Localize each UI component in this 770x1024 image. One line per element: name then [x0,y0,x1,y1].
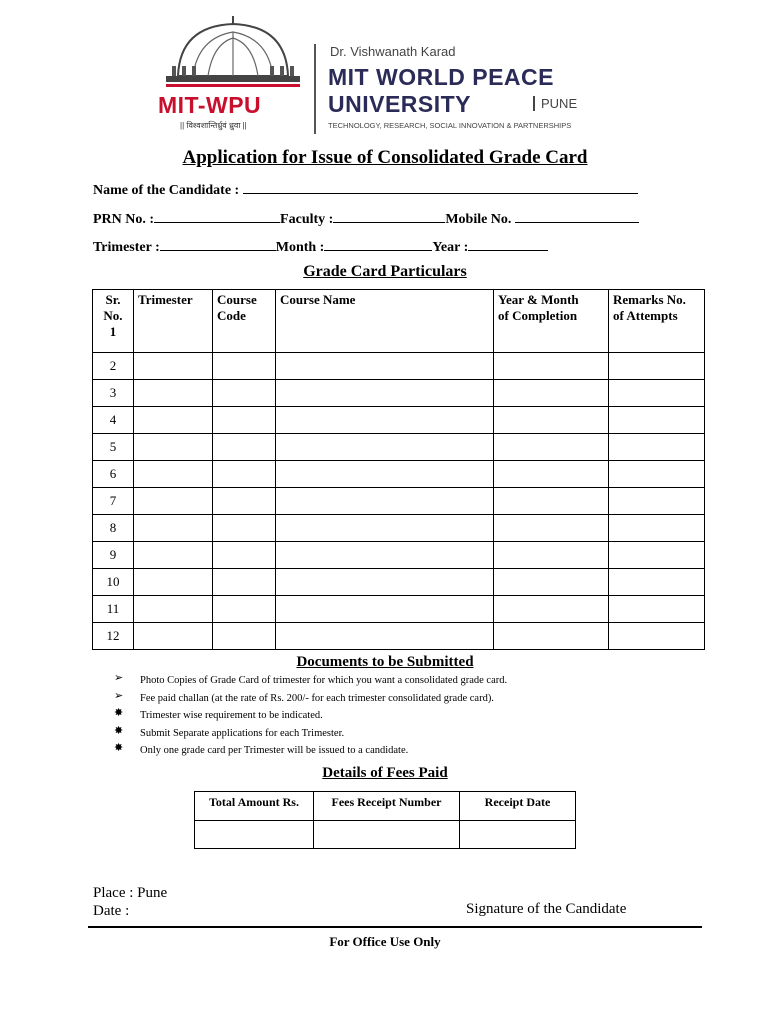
brand-name-line2: UNIVERSITY [328,91,472,117]
row-number: 4 [93,407,134,434]
table-row [93,542,705,569]
document-requirement-text: Only one grade card per Trimester will be issued to a candidate. [140,745,409,756]
fees-table [194,791,576,849]
col-year-month-line1: Year & Month [498,292,579,307]
fees-heading: Details of Fees Paid [322,765,448,781]
row-number: 10 [93,569,134,596]
table-row [93,353,705,380]
grade-entry-cell[interactable] [213,623,276,650]
grade-entry-cell[interactable] [134,623,213,650]
dome-emblem-icon [158,14,308,94]
grade-entry-cell[interactable] [213,542,276,569]
fees-col-amount: Total Amount Rs. [195,792,314,821]
month-label: Month : [275,240,325,255]
col-year-month [494,290,609,353]
month-input-line[interactable] [324,238,432,251]
table-row [93,407,705,434]
document-requirement-text: Trimester wise requirement to be indicated. [140,710,323,721]
grade-entry-cell[interactable] [609,596,705,623]
grade-entry-cell[interactable] [609,569,705,596]
office-divider [88,926,702,928]
row-number: 7 [93,488,134,515]
grade-entry-cell[interactable] [213,380,276,407]
col-year-month-line2: of Completion [498,308,578,323]
grade-entry-cell[interactable] [134,488,213,515]
faculty-label: Faculty : [280,212,334,227]
row-number: 6 [93,461,134,488]
grade-entry-cell[interactable] [213,515,276,542]
grade-entry-cell[interactable] [276,515,494,542]
grade-entry-cell[interactable] [213,569,276,596]
place-date-block [93,884,167,920]
grade-entry-cell[interactable] [494,488,609,515]
grade-entry-cell[interactable] [134,407,213,434]
faculty-input-line[interactable] [333,210,445,223]
col-course-name [276,290,494,353]
grade-entry-cell[interactable] [609,407,705,434]
grade-entry-cell[interactable] [213,461,276,488]
document-requirement-text: Fee paid challan (at the rate of Rs. 200/- for each trimester consolidated grade card). [140,692,494,704]
university-logo [150,14,620,136]
documents-heading: Documents to be Submitted [296,654,474,670]
prn-input-line[interactable] [154,210,280,223]
col-trimester [134,290,213,353]
row-number: 9 [93,542,134,569]
grade-entry-cell[interactable] [213,353,276,380]
row-number-1: 1 [109,324,117,339]
grade-entry-cell[interactable] [134,353,213,380]
star-bullet-icon: ✸ [114,706,124,719]
trimester-field-row [93,238,548,256]
brand-tagline: TECHNOLOGY, RESEARCH, SOCIAL INNOVATION & PARTNERSHIPS [328,121,572,130]
grade-entry-cell[interactable] [609,461,705,488]
grade-entry-cell[interactable] [276,434,494,461]
date-label: Date : [93,903,130,919]
grade-entry-cell[interactable] [494,461,609,488]
form-title: Application for Issue of Consolidated Grade Card [182,147,588,168]
col-remarks-line1: Remarks No. [613,292,686,307]
col-remarks-line2: of Attempts [613,308,678,323]
logo-motto: || विश्वशान्तिर्ध्रुवं ध्रुवा || [180,121,247,130]
table-row [93,623,705,650]
grade-entry-cell[interactable] [213,407,276,434]
mobile-input-line[interactable] [515,210,639,223]
grade-entry-cell[interactable] [134,461,213,488]
grade-entry-cell[interactable] [276,407,494,434]
name-field-row [93,181,638,199]
grade-entry-cell[interactable] [494,623,609,650]
grade-entry-cell[interactable] [276,353,494,380]
fees-receipt-number-cell[interactable] [314,821,460,849]
grade-entry-cell[interactable] [609,434,705,461]
grade-entry-cell[interactable] [494,380,609,407]
col-sr-line2: No. [103,308,123,323]
grade-entry-cell[interactable] [276,461,494,488]
col-remarks [609,290,705,353]
grade-entry-cell[interactable] [494,353,609,380]
grade-entry-cell[interactable] [276,623,494,650]
grade-entry-cell[interactable] [609,380,705,407]
grade-entry-cell[interactable] [494,569,609,596]
col-course-code-line2: Code [217,308,246,323]
grade-entry-cell[interactable] [276,569,494,596]
col-course-name-label: Course Name [280,292,356,307]
logo-wordmark: MIT-WPU [158,92,262,118]
grade-entry-cell[interactable] [609,353,705,380]
grade-entry-cell[interactable] [609,488,705,515]
mobile-label: Mobile No. [445,212,512,227]
grade-entry-cell[interactable] [134,380,213,407]
document-requirement-text: Photo Copies of Grade Card of trimester for which you want a consolidated grade card. [140,675,508,686]
fees-receipt-date-cell[interactable] [460,821,576,849]
table-row [93,434,705,461]
grade-entry-cell[interactable] [134,434,213,461]
year-label: Year : [432,240,469,255]
grade-entry-cell[interactable] [213,596,276,623]
grade-entry-cell[interactable] [213,488,276,515]
grade-entry-cell[interactable] [134,515,213,542]
table-row [93,569,705,596]
prn-field-row [93,210,639,228]
fees-col-receipt-number: Fees Receipt Number [314,792,460,821]
arrow-bullet-icon: ➢ [114,688,124,702]
place-label: Place : Pune [93,885,168,901]
grade-entry-cell[interactable] [276,542,494,569]
fees-col-receipt-date: Receipt Date [460,792,576,821]
row-number: 3 [93,380,134,407]
prn-label: PRN No. : [93,212,155,227]
brand-city: PUNE [533,96,577,111]
name-input-line[interactable] [243,181,638,194]
col-course-code-line1: Course [217,292,257,307]
grade-entry-cell[interactable] [494,407,609,434]
arrow-bullet-icon: ➢ [114,671,124,684]
year-input-line[interactable] [468,238,548,251]
brand-name-line1: MIT WORLD PEACE [328,64,554,90]
grade-entry-cell[interactable] [276,380,494,407]
table-row [93,380,705,407]
grade-entry-cell[interactable] [213,434,276,461]
table-row [93,461,705,488]
signature-label: Signature of the Candidate [466,901,627,917]
grade-entry-cell[interactable] [609,623,705,650]
grade-entry-cell[interactable] [276,596,494,623]
row-number: 8 [93,515,134,542]
grade-entry-cell[interactable] [134,596,213,623]
trimester-input-line[interactable] [160,238,276,251]
col-sr-no [93,290,134,353]
grade-entry-cell[interactable] [134,569,213,596]
row-number: 2 [93,353,134,380]
grade-entry-cell[interactable] [494,542,609,569]
grade-entry-cell[interactable] [494,515,609,542]
grade-entry-cell[interactable] [494,434,609,461]
logo-divider [314,44,316,134]
grade-entry-cell[interactable] [609,515,705,542]
name-label: Name of the Candidate : [93,183,240,198]
col-trimester-label: Trimester [138,292,193,307]
row-number: 11 [93,596,134,623]
grade-card-heading: Grade Card Particulars [303,263,467,280]
table-row [93,515,705,542]
grade-entry-cell[interactable] [134,542,213,569]
grade-entry-cell[interactable] [494,596,609,623]
table-row [93,596,705,623]
col-course-code [213,290,276,353]
grade-entry-cell[interactable] [276,488,494,515]
document-requirement-text: Submit Separate applications for each Trimester. [140,727,345,739]
table-row [93,488,705,515]
brand-founder: Dr. Vishwanath Karad [330,44,456,59]
grade-card-table [92,289,705,650]
office-use-label: For Office Use Only [329,934,441,949]
fees-amount-cell[interactable] [195,821,314,849]
row-number: 5 [93,434,134,461]
star-bullet-icon: ✸ [114,741,124,754]
grade-entry-cell[interactable] [609,542,705,569]
trimester-label: Trimester : [93,240,160,255]
row-number: 12 [93,623,134,650]
star-bullet-icon: ✸ [114,723,124,737]
col-sr-line1: Sr. [105,292,121,307]
